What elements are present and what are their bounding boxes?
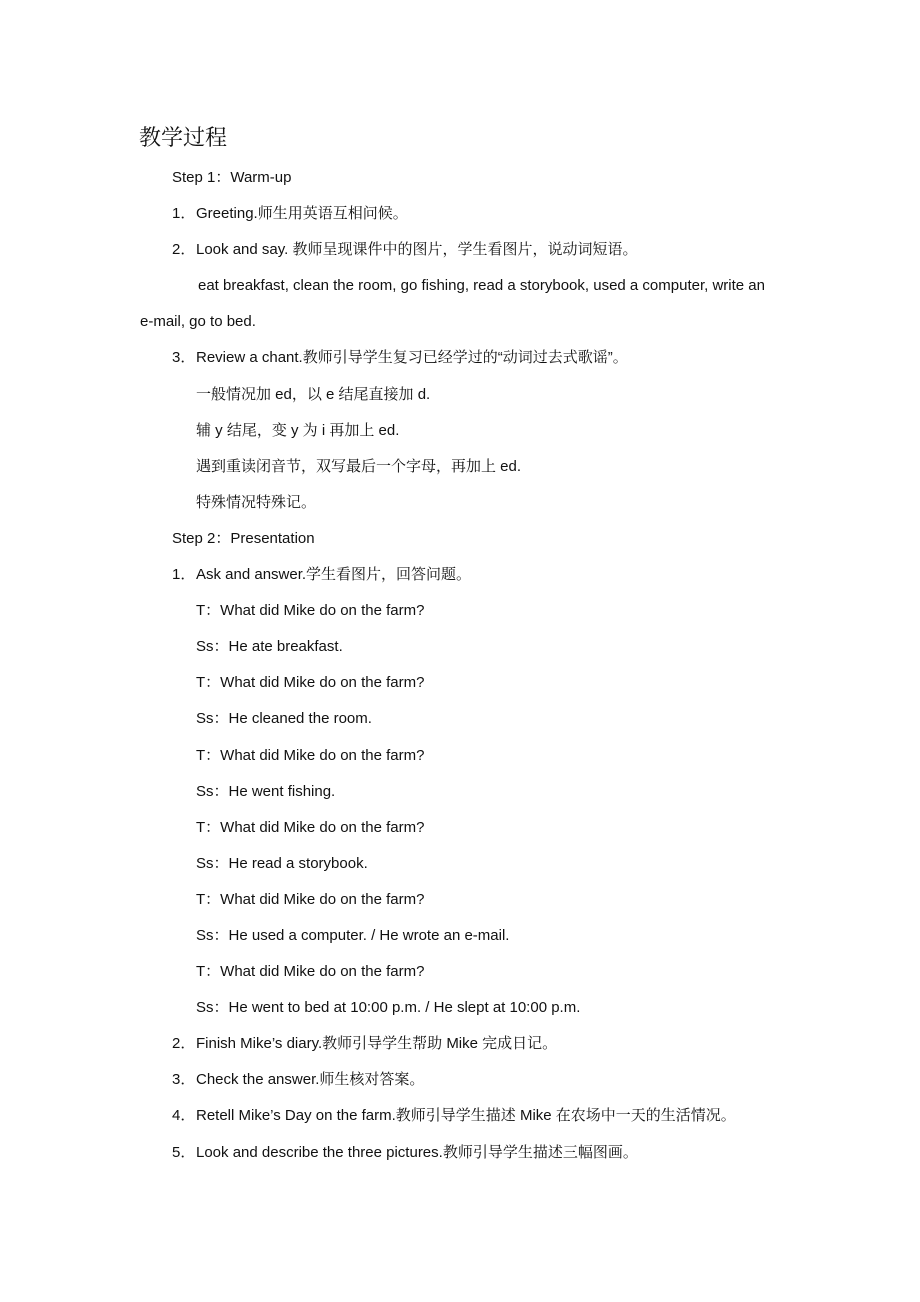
dialogue-line: Ss：He used a computer. / He wrote an e-mail. (196, 926, 510, 944)
item-number: 3． (172, 1071, 196, 1089)
item-text: Retell Mike’s Day on the farm.教师引导学生描述 Mike 在农场中一天的生活情况。 (196, 1107, 736, 1125)
item-number: 1． (172, 205, 196, 223)
item-text: Look and describe the three pictures.教师引导学生描述三幅图画。 (196, 1143, 638, 1161)
list-item (0, 196, 920, 232)
chant-line: 特殊情况特殊记。 (196, 493, 317, 511)
dialogue-line: Ss：He ate breakfast. (196, 638, 343, 656)
dialogue-line: T：What did Mike do on the farm? (196, 746, 425, 764)
item-text: Check the answer.师生核对答案。 (196, 1071, 425, 1089)
item-text: Review a chant.教师引导学生复习已经学过的“动词过去式歌谣”。 (196, 349, 628, 367)
list-item (0, 1026, 920, 1062)
list-item (0, 1135, 920, 1171)
dialogue-line: Ss：He cleaned the room. (196, 710, 372, 728)
list-item (0, 1062, 920, 1098)
dialogue-line: T：What did Mike do on the farm? (196, 890, 425, 908)
chant-line: 一般情况加 ed，以 e 结尾直接加 d. (196, 385, 431, 403)
dialogue-line: Ss：He read a storybook. (196, 854, 368, 872)
list-item (0, 232, 920, 268)
list-item (0, 340, 920, 376)
dialogue-line: Ss：He went to bed at 10:00 p.m. / He slept at 10:00 p.m. (196, 999, 581, 1017)
chant-line: 辅 y 结尾，变 y 为 i 再加上 ed. (196, 421, 400, 439)
item-text: Look and say. 教师呈现课件中的图片，学生看图片，说动词短语。 (196, 241, 638, 259)
item-number: 3． (172, 349, 196, 367)
chant-line: 遇到重读闭音节，双写最后一个字母，再加上 ed. (196, 457, 522, 475)
page-title: 教学过程 (139, 126, 228, 151)
item-number: 5． (172, 1143, 196, 1161)
item-number: 4． (172, 1107, 196, 1125)
document-body (0, 160, 920, 1171)
item-text: Ask and answer.学生看图片，回答问题。 (196, 566, 472, 584)
list-item (0, 1098, 920, 1134)
dialogue-line: T：What did Mike do on the farm? (196, 602, 425, 620)
dialogue-line: T：What did Mike do on the farm? (196, 818, 425, 836)
phrases-line: eat breakfast, clean the room, go fishing, read a storybook, used a computer, write an (198, 277, 765, 295)
item-text: Finish Mike’s diary.教师引导学生帮助 Mike 完成日记。 (196, 1035, 558, 1053)
item-text: Greeting.师生用英语互相问候。 (196, 205, 408, 223)
step1-heading: Step 1：Warm-up (172, 169, 292, 186)
list-item (0, 557, 920, 593)
dialogue-line: T：What did Mike do on the farm? (196, 963, 425, 981)
item-number: 2． (172, 241, 196, 259)
dialogue-line: Ss：He went fishing. (196, 782, 336, 800)
step2-heading: Step 2：Presentation (172, 529, 315, 547)
item-number: 2． (172, 1035, 196, 1053)
phrases-line: e-mail, go to bed. (140, 313, 256, 331)
item-number: 1． (172, 566, 196, 584)
dialogue-line: T：What did Mike do on the farm? (196, 674, 425, 692)
